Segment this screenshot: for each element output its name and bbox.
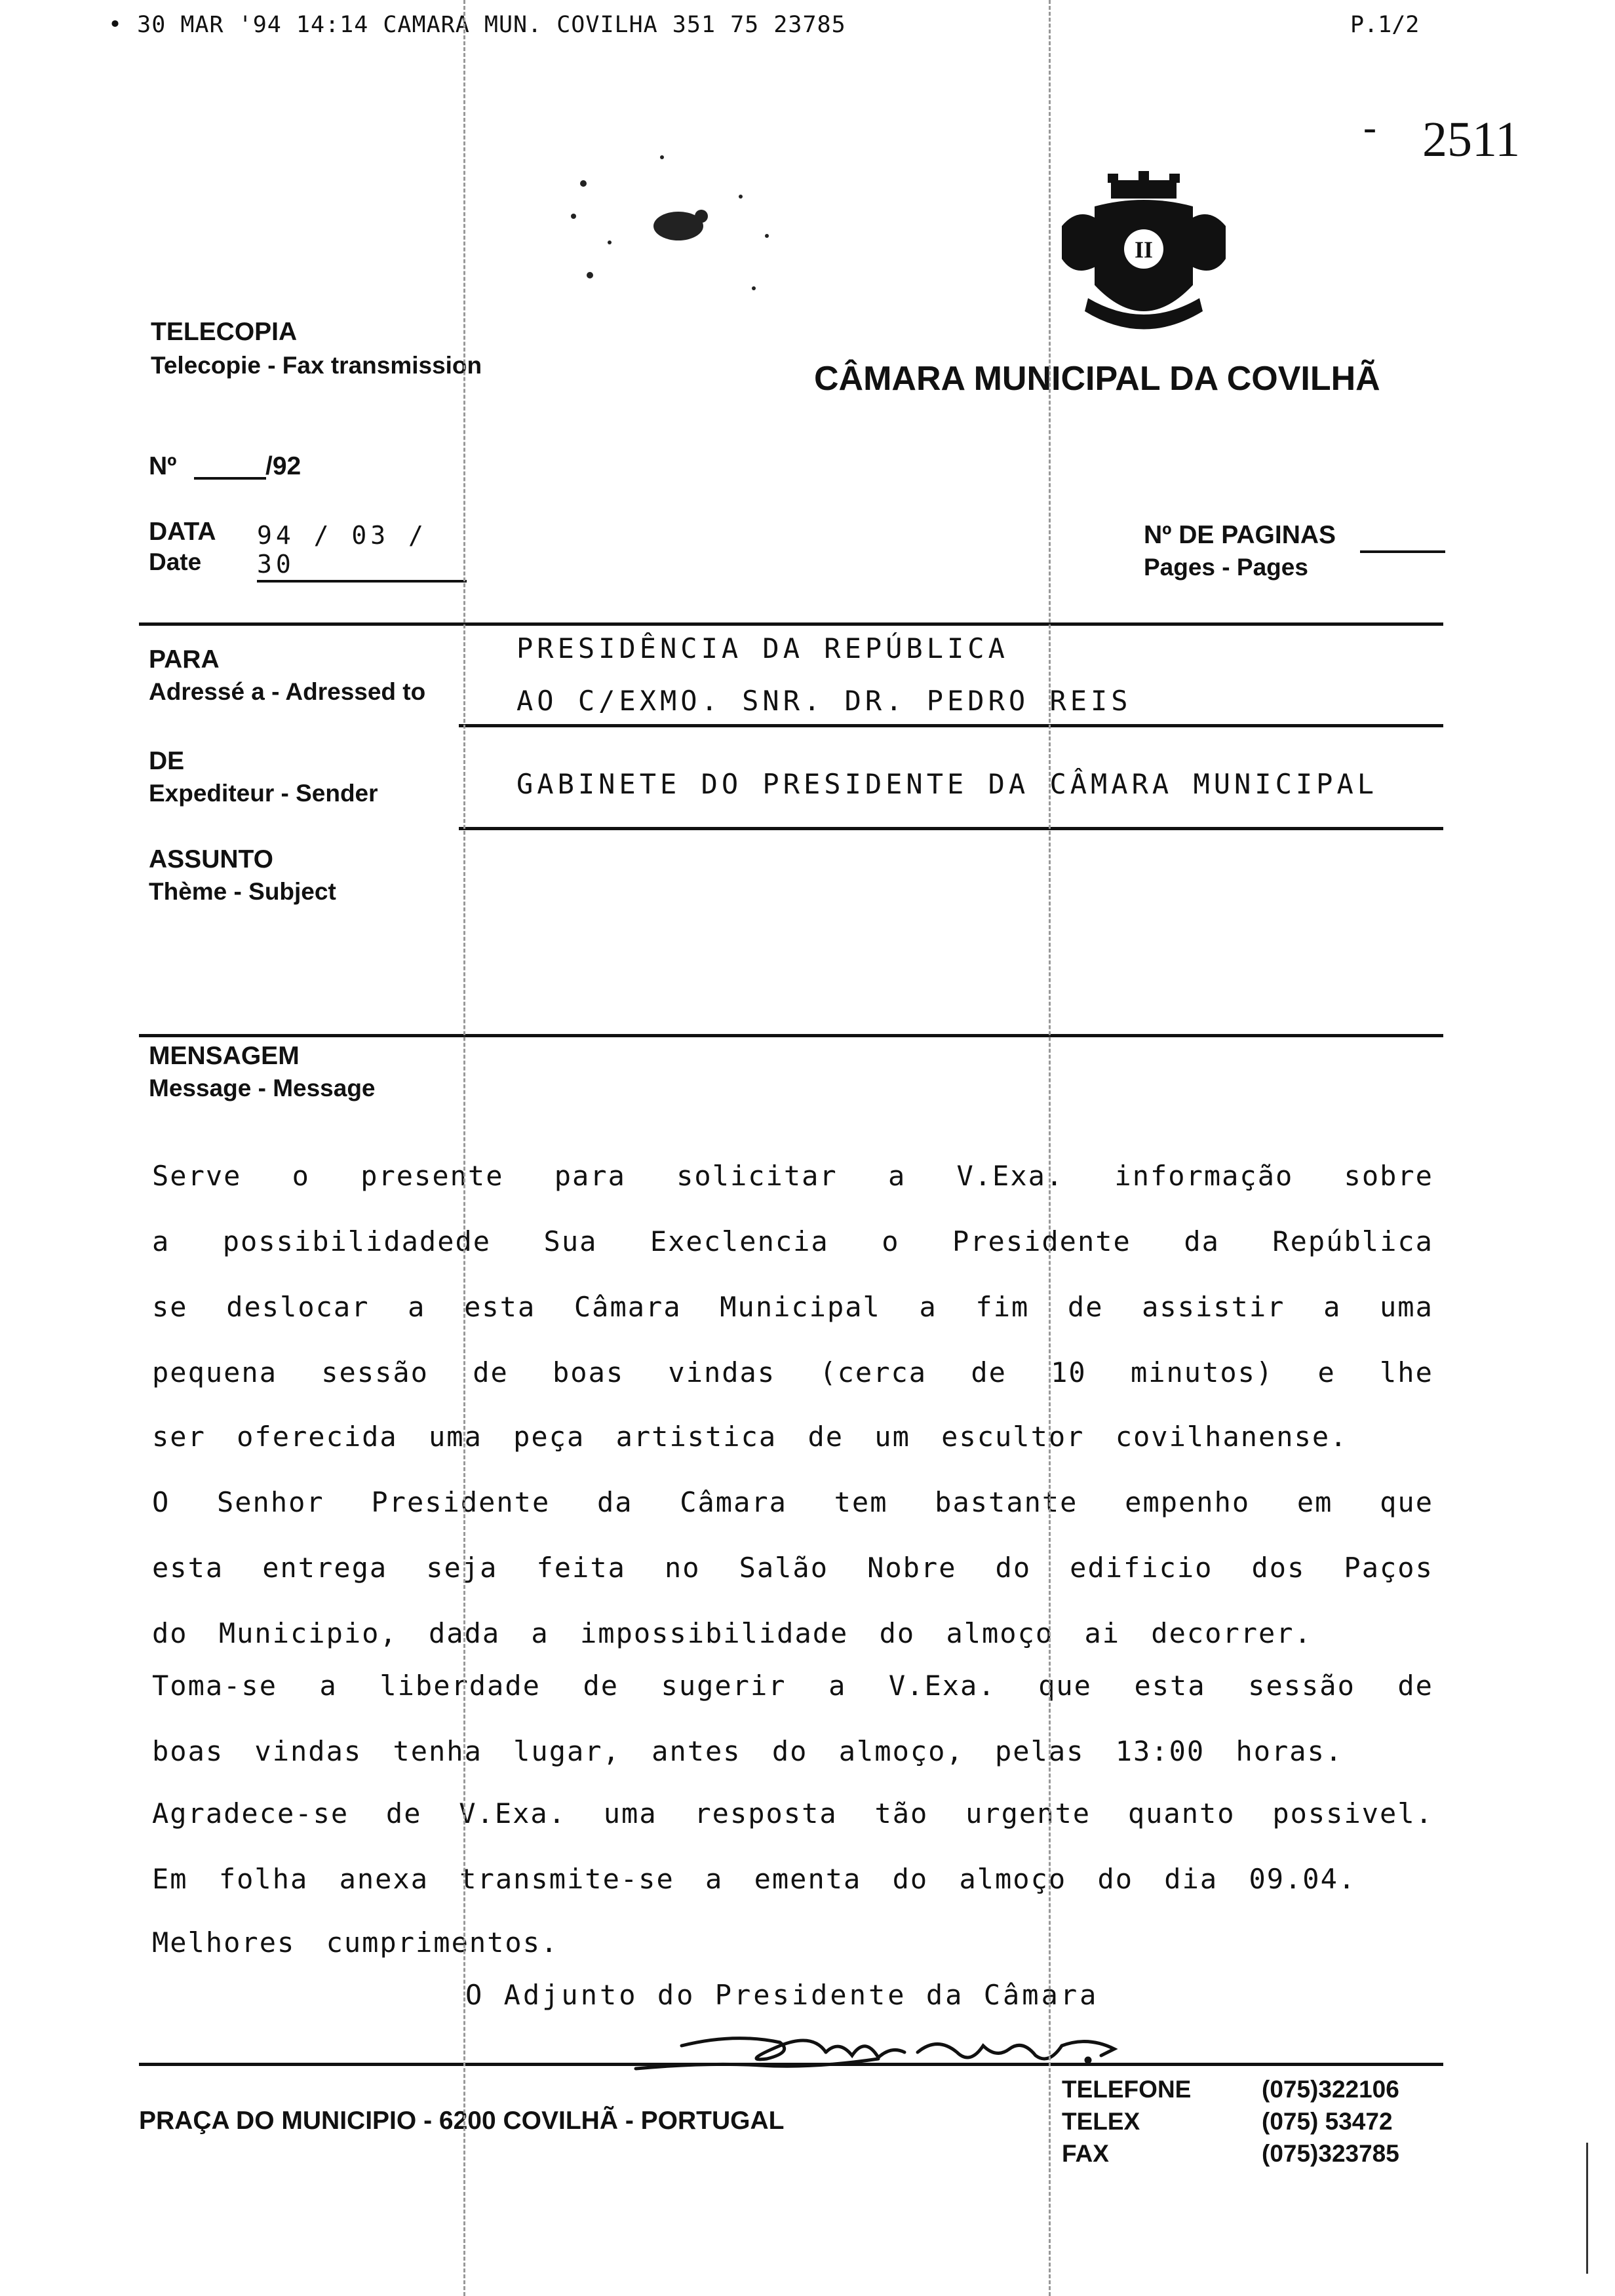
contact-telefone-value: (075)322106: [1262, 2076, 1399, 2103]
footer-address: PRAÇA DO MUNICIPIO - 6200 COVILHÃ - PORTUGAL: [139, 2107, 785, 2135]
date-sublabel: Date: [149, 548, 202, 575]
stamp-smudge: [544, 144, 819, 328]
scan-fold-line-right: [1049, 0, 1051, 2296]
para-sublabel: Adressé a - Adressed to: [149, 678, 426, 705]
fax-header-line: • 30 MAR '94 14:14 CAMARA MUN. COVILHA 351 75 23785: [108, 12, 846, 38]
message-line: Agradece-se de V.Exa. uma resposta tão urgente quanto possivel.: [152, 1797, 1433, 1829]
message-line: ser oferecida uma peça artistica de um escultor covilhanense.: [152, 1421, 1348, 1453]
message-line: Serve o presente para solicitar a V.Exa. informação sobre: [152, 1160, 1433, 1192]
organization-name: CÂMARA MUNICIPAL DA COVILHÃ: [814, 360, 1380, 398]
number-label: Nº: [149, 452, 177, 480]
divider-assunto-top: [459, 827, 1443, 830]
para-line-1: PRESIDÊNCIA DA REPÚBLICA: [516, 632, 1009, 664]
assunto-sublabel: Thème - Subject: [149, 878, 336, 905]
date-label: DATA: [149, 518, 216, 546]
message-line: Em folha anexa transmite-se a ementa do almoço do dia 09.04.: [152, 1863, 1357, 1895]
pages-label: Nº DE PAGINAS: [1144, 521, 1336, 549]
divider-footer: [139, 2063, 1443, 2066]
telecopia-subtitle: Telecopie - Fax transmission: [151, 352, 482, 379]
date-value: 94 / 03 / 30: [257, 521, 467, 583]
divider-para-top: [139, 622, 1443, 626]
message-line: pequena sessão de boas vindas (cerca de 10 minutos) e lhe: [152, 1356, 1433, 1388]
divider-de-top: [459, 724, 1443, 727]
para-line-2: AO C/EXMO. SNR. DR. PEDRO REIS: [516, 685, 1132, 717]
contact-telex-label: TELEX: [1062, 2108, 1140, 2135]
mensagem-sublabel: Message - Message: [149, 1075, 376, 1101]
de-sublabel: Expediteur - Sender: [149, 780, 378, 807]
contact-telefone-label: TELEFONE: [1062, 2076, 1192, 2103]
doc-number-dash: -: [1363, 105, 1376, 149]
fax-page-indicator: P.1/2: [1350, 12, 1420, 38]
message-line: esta entrega seja feita no Salão Nobre do edificio dos Paços: [152, 1552, 1433, 1584]
telecopia-title: TELECOPIA: [151, 318, 298, 346]
document-number: 2511: [1422, 112, 1521, 167]
contact-telex-value: (075) 53472: [1262, 2108, 1393, 2135]
scan-edge-mark: [1586, 2143, 1588, 2274]
message-line: boas vindas tenha lugar, antes do almoço, pelas 13:00 horas.: [152, 1735, 1344, 1767]
message-line: Toma-se a liberdade de sugerir a V.Exa. que esta sessão de: [152, 1670, 1433, 1702]
message-line: se deslocar a esta Câmara Municipal a fim de assistir a uma: [152, 1291, 1433, 1323]
handwritten-signature-icon: [629, 2006, 1154, 2078]
number-suffix: /92: [265, 452, 302, 480]
assunto-label: ASSUNTO: [149, 845, 273, 873]
coat-of-arms-icon: [1049, 167, 1239, 364]
message-line: O Senhor Presidente da Câmara tem bastante empenho em que: [152, 1486, 1433, 1518]
pages-blank-line: [1360, 550, 1445, 553]
number-blank-line: [194, 477, 266, 480]
de-value: GABINETE DO PRESIDENTE DA CÂMARA MUNICIPAL: [516, 768, 1378, 800]
de-label: DE: [149, 747, 185, 775]
svg-text:II: II: [1134, 237, 1154, 263]
signature-title: O Adjunto do Presidente da Câmara: [465, 1979, 1099, 2011]
scan-fold-line-left: [463, 0, 465, 2296]
contact-fax-label: FAX: [1062, 2140, 1109, 2167]
message-line: a possibilidadede Sua Execlencia o Presidente da República: [152, 1225, 1433, 1257]
pages-sublabel: Pages - Pages: [1144, 554, 1308, 581]
para-label: PARA: [149, 645, 220, 674]
divider-mensagem-top: [139, 1034, 1443, 1037]
contact-fax-value: (075)323785: [1262, 2140, 1399, 2167]
message-line: Melhores cumprimentos.: [152, 1926, 559, 1959]
message-line: do Municipio, dada a impossibilidade do almoço ai decorrer.: [152, 1617, 1312, 1649]
mensagem-label: MENSAGEM: [149, 1042, 300, 1070]
